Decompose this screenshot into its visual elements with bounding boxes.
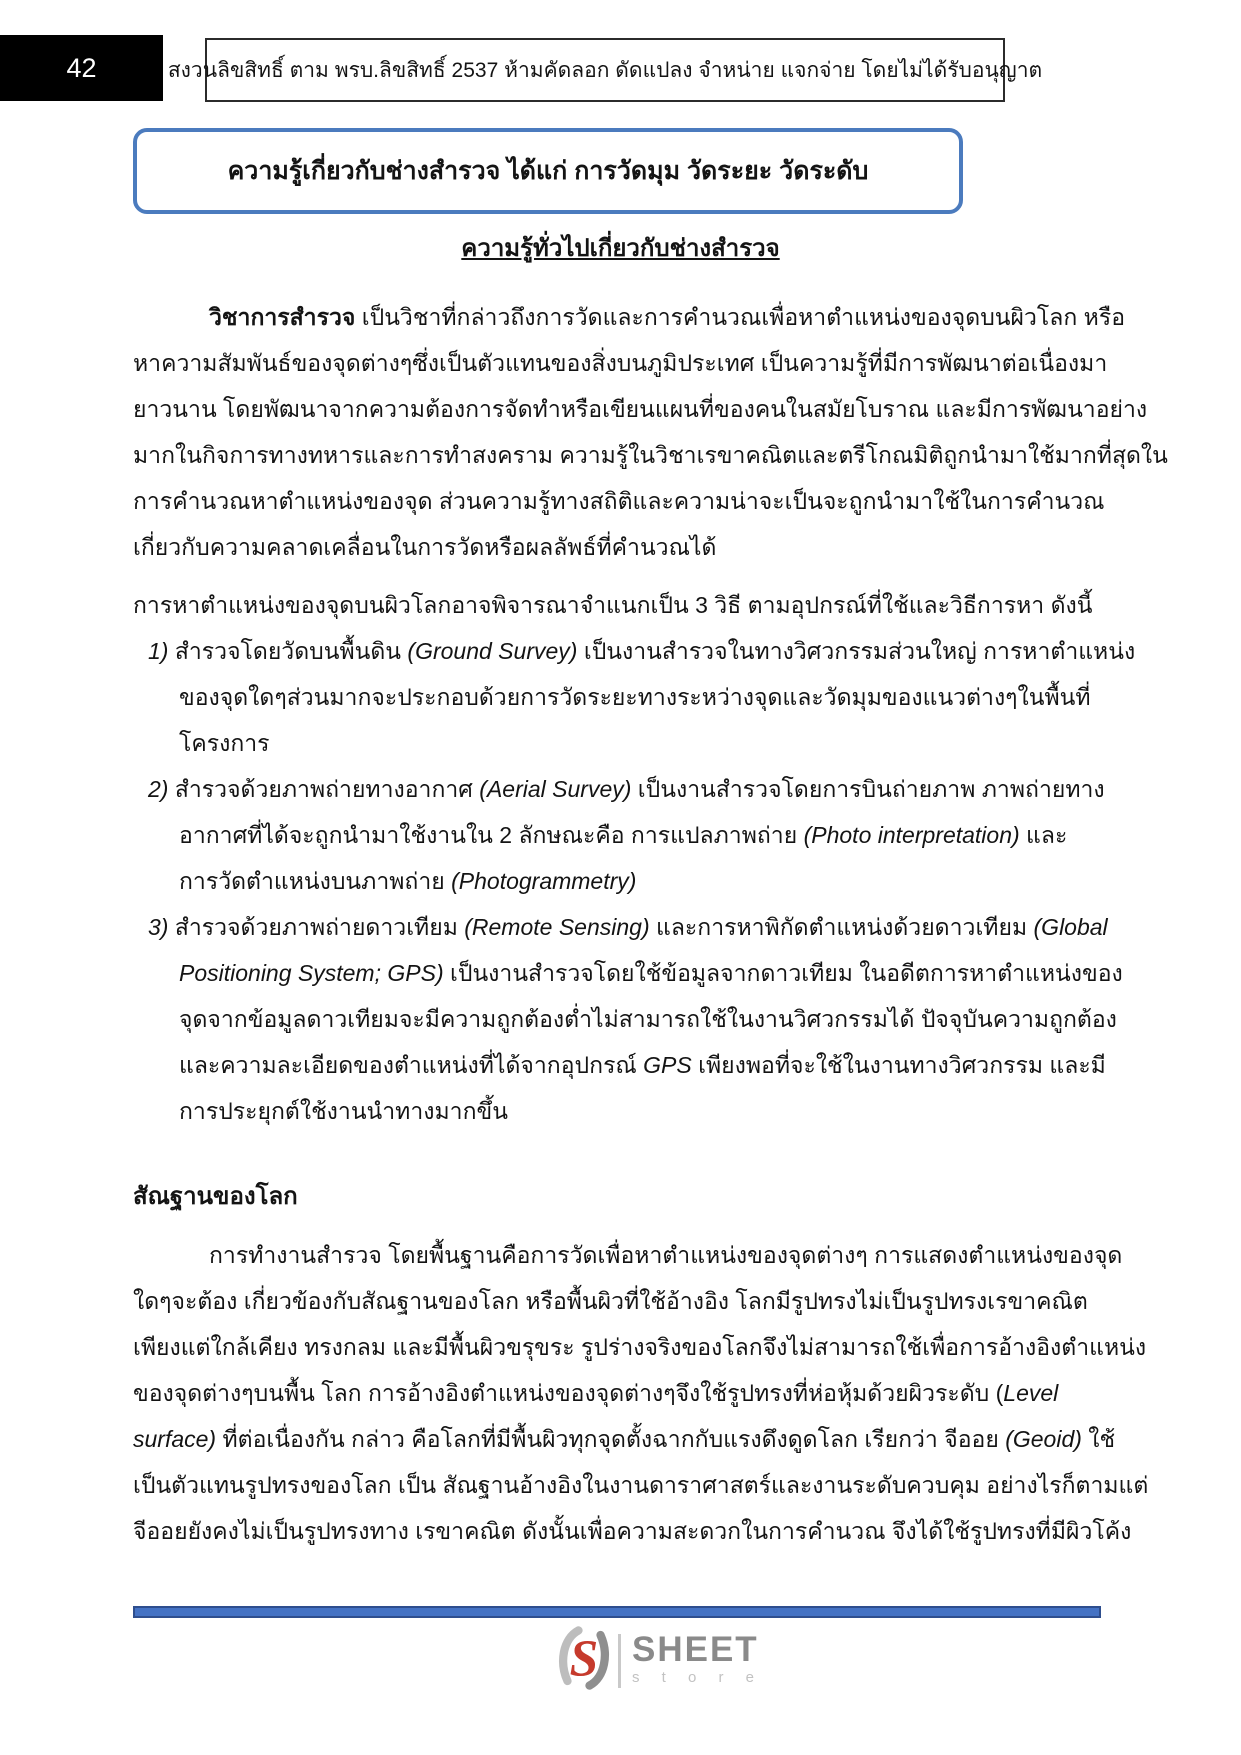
para3-line-4: ของจุดต่างๆบนพื้น โลก การอ้างอิงตำแหน่งของจุดต่างๆจึงใช้รูปทรงที่ห่อหุ้มด้วยผิวระดับ (Level — [133, 1380, 1059, 1406]
logo-subtitle: s t o r e — [632, 1669, 764, 1686]
list-item-2-line-2: อากาศที่ได้จะถูกนำมาใช้งานใน 2 ลักษณะคือ การแปลภาพถ่าย (Photo interpretation) และ — [179, 822, 1068, 848]
section-subtitle: ความรู้ทั่วไปเกี่ยวกับช่างสำรวจ — [461, 235, 780, 262]
para3-line-2: ใดๆจะต้อง เกี่ยวข้องกับสัณฐานของโลก หรือพื้นผิวที่ใช้อ้างอิง โลกมีรูปทรงไม่เป็นรูปทรงเรขาคณิต — [133, 1288, 1088, 1314]
document-body — [133, 226, 1168, 1554]
para2-line-1: การหาตำแหน่งของจุดบนผิวโลกอาจพิจารณาจำแนกเป็น 3 วิธี ตามอุปกรณ์ที่ใช้และวิธีการหา ดังนี้ — [133, 592, 1093, 618]
para1-line-2: หาความสัมพันธ์ของจุดต่างๆซึ่งเป็นตัวแทนของสิ่งบนภูมิประเทศ เป็นความรู้ที่มีการพัฒนาต่อเนื่องมา — [133, 350, 1108, 376]
copyright-text: สงวนลิขสิทธิ์ ตาม พรบ.ลิขสิทธิ์ 2537 ห้ามคัดลอก ดัดแปลง จำหน่าย แจกจ่าย โดยไม่ได้รับอนุญาต — [167, 58, 1043, 82]
sheet-store-logo-icon — [556, 1624, 612, 1697]
list-item-1-line-3: โครงการ — [179, 730, 270, 756]
logo-divider — [618, 1634, 621, 1688]
section-heading: สัณฐานของโลก — [133, 1183, 298, 1210]
list-item-3-line-2: Positioning System; GPS) เป็นงานสำรวจโดยใช้ข้อมูลจากดาวเทียม ในอดีตการหาตำแหน่งของ — [179, 960, 1123, 986]
chapter-title-box — [133, 128, 963, 214]
para3-line-6: เป็นตัวแทนรูปทรงของโลก เป็น สัณฐานอ้างอิงในงานดาราศาสตร์และงานระดับควบคุม อย่างไรก็ตามแต่ — [133, 1472, 1149, 1498]
para1-line-5: การคำนวณหาตำแหน่งของจุด ส่วนความรู้ทางสถิติและความน่าจะเป็นจะถูกนำมาใช้ในการคำนวณ — [133, 488, 1105, 514]
para1-line-4: มากในกิจการทางทหารและการทำสงคราม ความรู้ในวิชาเรขาคณิตและตรีโกณมิติถูกนำมาใช้มากที่สุดใน — [133, 442, 1168, 468]
list-item-3-line-4: และความละเอียดของตำแหน่งที่ได้จากอุปกรณ์ GPS เพียงพอที่จะใช้ในงานทางวิศวกรรม และมี — [179, 1052, 1106, 1078]
list-item-2-line-1: 2) สำรวจด้วยภาพถ่ายทางอากาศ (Aerial Survey) เป็นงานสำรวจโดยการบินถ่ายภาพ ภาพถ่ายทาง — [148, 776, 1105, 802]
list-item-3-line-3: จุดจากข้อมูลดาวเทียมจะมีความถูกต้องต่ำไม่สามารถใช้ในงานวิศวกรรมได้ ปัจจุบันความถูกต้อง — [179, 1006, 1117, 1032]
para1-line-6: เกี่ยวกับความคลาดเคลื่อนในการวัดหรือผลลัพธ์ที่คำนวณได้ — [133, 534, 717, 560]
para1-line-1: วิชาการสำรวจ เป็นวิชาที่กล่าวถึงการวัดและการคำนวณเพื่อหาตำแหน่งของจุดบนผิวโลก หรือ — [209, 304, 1126, 330]
para3-line-1: การทำงานสำรวจ โดยพื้นฐานคือการวัดเพื่อหาตำแหน่งของจุดต่างๆ การแสดงตำแหน่งของจุด — [209, 1242, 1123, 1268]
copyright-notice-box — [167, 38, 1043, 102]
para3-line-7: จีออยยังคงไม่เป็นรูปทรงทาง เรขาคณิต ดังนั้นเพื่อความสะดวกในการคำนวณ จึงได้ใช้รูปทรงที่มีผิวโค้ง — [133, 1518, 1132, 1544]
logo-mark-s: S — [569, 1630, 599, 1688]
sheet-store-logo — [556, 1624, 763, 1697]
list-item-2-line-3: การวัดตำแหน่งบนภาพถ่าย (Photogrammetry) — [179, 868, 637, 894]
list-item-3-line-5: การประยุกต์ใช้งานนำทางมากขึ้น — [179, 1098, 508, 1124]
list-item-3-line-1: 3) สำรวจด้วยภาพถ่ายดาวเทียม (Remote Sensing) และการหาพิกัดตำแหน่งด้วยดาวเทียม (Global — [148, 914, 1108, 940]
list-item-1-line-1: 1) สำรวจโดยวัดบนพื้นดิน (Ground Survey) เป็นงานสำรวจในทางวิศวกรรมส่วนใหญ่ การหาตำแหน่ง — [148, 638, 1136, 664]
page-number: 42 — [66, 52, 97, 83]
para3-line-3: เพียงแต่ใกล้เคียง ทรงกลม และมีพื้นผิวขรุขระ รูปร่างจริงของโลกจึงไม่สามารถใช้เพื่อการอ้างอิงตำแหน่ง — [133, 1334, 1147, 1360]
chapter-title: ความรู้เกี่ยวกับช่างสำรวจ ได้แก่ การวัดมุม วัดระยะ วัดระดับ — [227, 157, 869, 185]
list-item-1-line-2: ของจุดใดๆส่วนมากจะประกอบด้วยการวัดระยะทางระหว่างจุดและวัดมุมของแนวต่างๆในพื้นที่ — [179, 684, 1091, 710]
logo-name: SHEET — [632, 1630, 759, 1669]
footer-divider-bar — [133, 1606, 1101, 1618]
para3-line-5: surface) ที่ต่อเนื่องกัน กล่าว คือโลกที่มีพื้นผิวทุกจุดตั้งฉากกับแรงดึงดูดโลก เรียกว่า จีออย (Geoid) ใช้ — [133, 1426, 1116, 1452]
para1-line-3: ยาวนาน โดยพัฒนาจากความต้องการจัดทำหรือเขียนแผนที่ของคนในสมัยโบราณ และมีการพัฒนาอย่าง — [133, 396, 1148, 422]
page-number-box — [0, 35, 163, 101]
